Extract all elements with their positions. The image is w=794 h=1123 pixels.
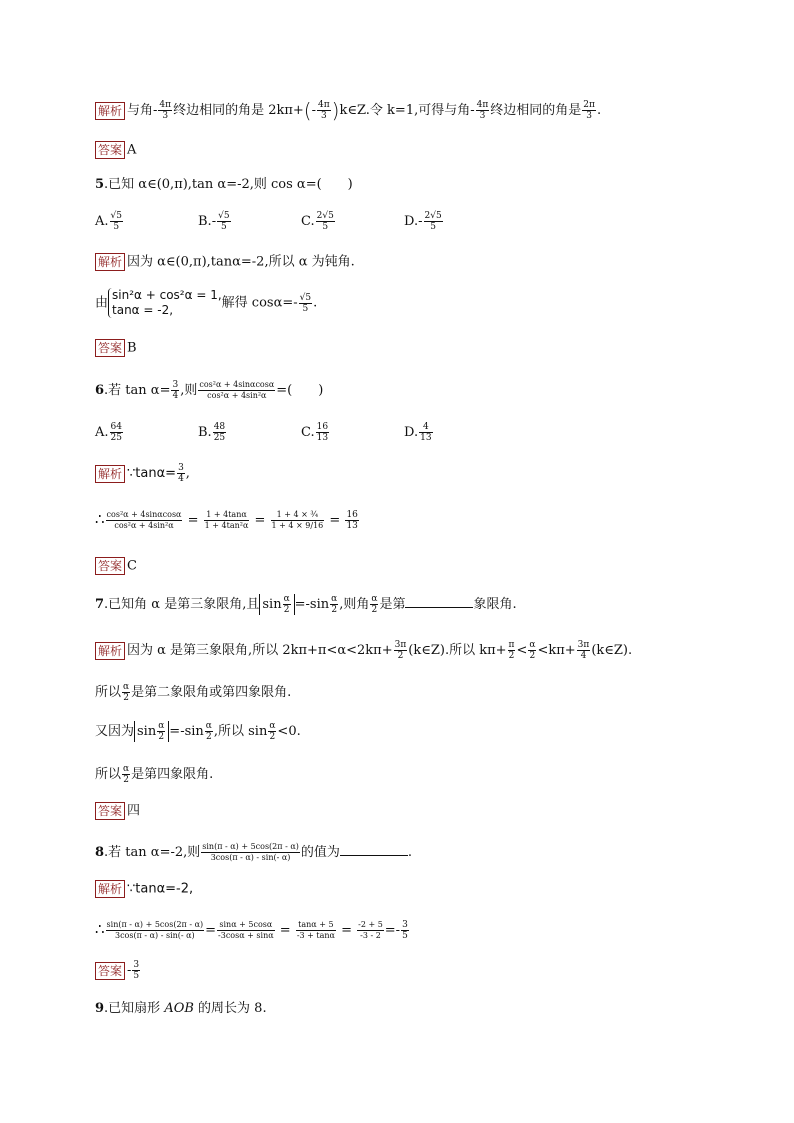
- q8-solution-1: 解析 ∵tanα=-2,: [95, 880, 193, 899]
- question-number: 9: [95, 1001, 105, 1016]
- q7-solution-2: 所以 $\frac{\alpha}{2}$ 是第二象限角或第四象限角.: [95, 682, 292, 703]
- q5-stem: 5.已知 α∈(0,π),tan α=-2,则 cos α=( ): [95, 177, 353, 192]
- option-a[interactable]: A. $\frac{√5}{5}$: [95, 211, 122, 232]
- option-c[interactable]: C. $\frac{2√5}{5}$: [301, 211, 334, 232]
- option-d[interactable]: D. $\frac{4}{13}$: [404, 422, 432, 443]
- answer-blank[interactable]: [405, 595, 473, 608]
- q6-solution-1: 解析 ∵tanα= $\frac{3}{4}$ ,: [95, 463, 190, 484]
- q5-answer: 答案 B: [95, 339, 137, 358]
- q7-solution-3: 又因为 sin $\frac{\alpha}{2}$ =-sin $\frac{\alpha}{2}$ ,所以 sin $\frac{\alpha}{2}$ <0.: [95, 721, 301, 742]
- solution-tag: 解析: [95, 642, 125, 660]
- question-number: 8: [95, 845, 105, 860]
- q4-answer: 答案 A: [95, 141, 136, 160]
- q7-answer: 答案 四: [95, 802, 140, 821]
- q6-answer: 答案 C: [95, 557, 137, 576]
- q7-solution-4: 所以 $\frac{\alpha}{2}$ 是第四象限角.: [95, 764, 214, 785]
- q7-stem: 7.已知角 α 是第三象限角,且 sin $\frac{\alpha}{2}$ =-sin $\frac{\alpha}{2}$ ,则角 $\frac{\alpha}{2}$ 是第 象限角.: [95, 594, 517, 615]
- solution-tag: 解析: [95, 102, 125, 120]
- q6-options: [95, 422, 507, 443]
- q5-solution-1: 解析 因为 α∈(0,π),tanα=-2,所以 α 为钝角.: [95, 253, 355, 272]
- answer-tag: 答案: [95, 802, 125, 820]
- question-number: 7: [95, 597, 105, 612]
- option-c[interactable]: C. $\frac{16}{13}$: [301, 422, 329, 443]
- equation-system: sin²α + cos²α = 1, tanα = -2,: [108, 288, 222, 318]
- q7-solution-1: 解析 因为 α 是第三象限角,所以 2kπ+π<α<2kπ+ $\frac{3\pi}{2}$ (k∈Z).所以 kπ+ $\frac{\pi}{2}$ < $\frac{\alpha}{2}$ <kπ+ $\frac{3\pi}{4}$ (k∈Z).: [95, 640, 632, 661]
- option-d[interactable]: D.- $\frac{2√5}{5}$: [404, 211, 442, 232]
- option-b[interactable]: B.- $\frac{√5}{5}$: [198, 211, 230, 232]
- solution-tag: 解析: [95, 465, 125, 483]
- q5-solution-2: 由 sin²α + cos²α = 1, tanα = -2, 解得 cosα=- $\frac{√5}{5}$ .: [95, 288, 318, 317]
- q6-stem: 6.若 tan α= $\frac{3}{4}$ ,则 $\frac{\text{cos²α + 4sinαcosα}}{\text{cos²α + 4sin²α}}$ =( ): [95, 380, 324, 401]
- q6-solution-2: ∴ $\frac{\text{cos²α + 4sinαcosα}}{\text{cos²α + 4sin²α}}$ = $\frac{1 + 4\tan\alpha}{\text{1 + 4tan²α}}$ = $\frac{\text{1 + 4 × ¾}}{1 + 4 \times 9/16}$ = $\frac{16}{13}$: [95, 510, 358, 531]
- q5-options: [95, 211, 507, 232]
- solution-tag: 解析: [95, 253, 125, 271]
- fraction: $\frac{4\pi}{3}$: [159, 100, 172, 121]
- answer-tag: 答案: [95, 339, 125, 357]
- q8-stem: 8.若 tan α=-2,则 $\frac{\sin(\pi - \alpha) + 5\cos(2\pi - \alpha)}{3\cos(\pi - \alpha) - \sin(- \alpha)}$ 的值为 .: [95, 842, 412, 862]
- q9-stem: 9.已知扇形 AOB 的周长为 8.: [95, 1001, 267, 1016]
- question-number: 6: [95, 383, 105, 398]
- question-number: 5: [95, 177, 105, 192]
- answer-tag: 答案: [95, 141, 125, 159]
- answer-blank[interactable]: [340, 843, 408, 856]
- fraction: $\frac{4\pi}{3}$: [318, 100, 330, 121]
- q8-solution-2: ∴ $\frac{\sin(\pi - \alpha) + 5\cos(2\pi - \alpha)}{3\cos(\pi - \alpha) - \sin(- \alpha)}$ = $\frac{\sin\alpha + 5\cos\alpha}{-3\cos\alpha + \sin\alpha}$ = $\frac{\tan\alpha + 5}{-3 + \tan\alpha}$ = $\frac{-2 + 5}{-3 - 2}$ =- $\frac{3}{5}$: [95, 920, 408, 941]
- option-a[interactable]: A. $\frac{64}{25}$: [95, 422, 122, 443]
- answer-tag: 答案: [95, 557, 125, 575]
- answer-tag: 答案: [95, 962, 125, 980]
- option-b[interactable]: B. $\frac{48}{25}$: [198, 422, 226, 443]
- fraction: $\frac{2\pi}{3}$: [583, 100, 595, 121]
- solution-tag: 解析: [95, 880, 125, 898]
- q4-solution: 解析 与角- $\frac{4\pi}{3}$ 终边相同的角是 2kπ+(- $\frac{4\pi}{3}$ )k∈Z.令 k=1,可得与角- $\frac{4\pi}{3}$ 终边相同的角是 $\frac{2\pi}{3}$ .: [95, 100, 601, 121]
- q8-answer: 答案 - $\frac{3}{5}$: [95, 960, 141, 981]
- fraction: $\frac{4\pi}{3}$: [476, 100, 489, 121]
